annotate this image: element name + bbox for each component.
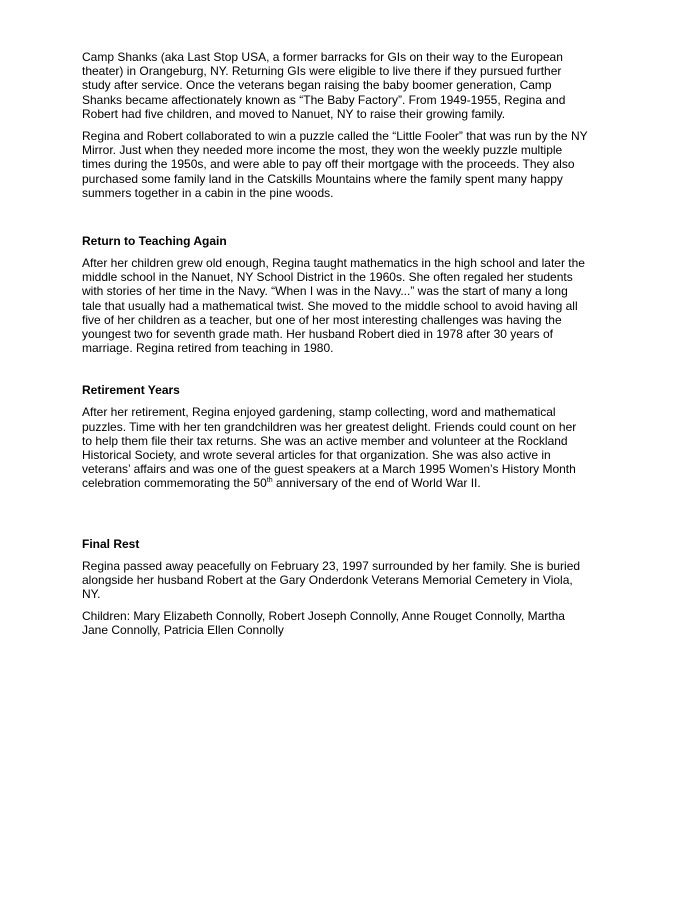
teaching-paragraph: After her children grew old enough, Regina taught mathematics in the high school and later the middle school in the Nanuet, NY School District in the 1960s. She often regaled her students with stories of her time in the Navy. “When I was in the Navy...” was the start of many a long tale that usually had a mathematical twist. She moved to the middle school to avoid having all five of her children as a teacher, but one of her most interesting challenges was having the youngest two for seventh grade math. Her husband Robert died in 1978 after 30 years of marriage. Regina retired from teaching in 1980. <box>82 256 585 356</box>
section-heading-final-rest: Final Rest <box>82 536 140 551</box>
retirement-paragraph <box>82 405 612 490</box>
retirement-text-main: After her retirement, Regina enjoyed gardening, stamp collecting, word and mathematical puzzles. Time with her ten grandchildren was her greatest delight. Friends could count on her to help them file their tax returns. She was an active member and volunteer at the Rockland Historical Society, and wrote several articles for that organization. She was also active in veterans’ affairs and was one of the guest speakers at a March 1995 Women’s History Month celebration commemorating the 50 <box>82 405 577 491</box>
ordinal-suffix: th <box>266 477 273 485</box>
intro-paragraph-little-fooler: Regina and Robert collaborated to win a puzzle called the “Little Fooler” that was run by the NY Mirror. Just when they needed more income the most, they won the weekly puzzle multiple times during the 1950s, and were able to pay off their mortgage with the proceeds. They also purchased some family land in the Catskills Mountains where the family spent many happy summers together in a cabin in the pine woods. <box>82 129 588 200</box>
intro-paragraph-camp-shanks: Camp Shanks (aka Last Stop USA, a former barracks for GIs on their way to the European theater) in Orangeburg, NY. Returning GIs were eligible to live there if they pursued further study after service. Once the veterans began raising the baby boomer generation, Camp Shanks became affectionately known as “The Baby Factory”. From 1949-1955, Regina and Robert had five children, and moved to Nanuet, NY to raise their growing family. <box>82 50 566 121</box>
section-heading-teaching: Return to Teaching Again <box>82 234 227 249</box>
section-heading-retirement: Retirement Years <box>82 383 180 398</box>
intro-section <box>82 50 612 200</box>
retirement-text-end: anniversary of the end of World War II. <box>272 476 481 491</box>
teaching-section <box>82 234 612 355</box>
final-rest-paragraph: Regina passed away peacefully on February 23, 1997 surrounded by her family. She is buried alongside her husband Robert at the Gary Onderdonk Veterans Memorial Cemetery in Viola, NY. <box>82 558 581 602</box>
document-page <box>82 50 612 646</box>
retirement-section <box>82 383 612 490</box>
final-rest-section <box>82 537 612 638</box>
children-paragraph: Children: Mary Elizabeth Connolly, Robert Joseph Connolly, Anne Rouget Connolly, Martha Jane Connolly, Patricia Ellen Connolly <box>82 609 565 638</box>
